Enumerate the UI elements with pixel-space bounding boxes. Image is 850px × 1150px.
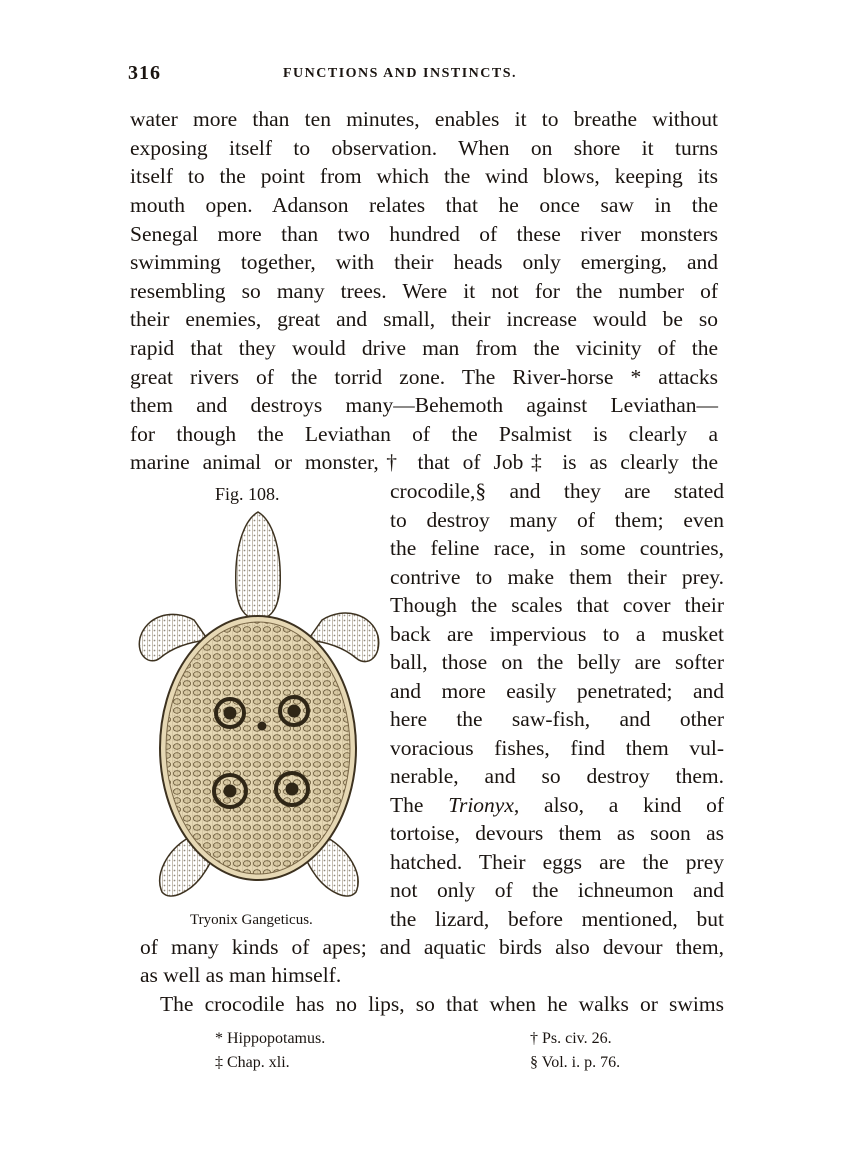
body-line: exposing itself to observation. When on shore it turns xyxy=(130,136,718,160)
body-line: contrive to make them their prey. xyxy=(390,565,724,589)
body-line: to destroy many of them; even xyxy=(390,508,724,532)
figure-caption: Tryonix Gangeticus. xyxy=(190,912,313,928)
body-line-italic-species: The Trionyx, also, a kind of xyxy=(390,793,724,817)
body-line: marine animal or monster,† that of Job‡ is as clearly the xyxy=(130,450,718,474)
body-line: and more easily penetrated; and xyxy=(390,679,724,703)
footnote: ‡ Chap. xli. xyxy=(215,1054,290,1071)
body-line: swimming together, with their heads only emerging, and xyxy=(130,250,718,274)
page-header xyxy=(128,62,718,88)
body-line: Though the scales that cover their xyxy=(390,593,724,617)
body-line: ball, those on the belly are softer xyxy=(390,650,724,674)
figure-label: Fig. 108. xyxy=(215,484,280,504)
body-line: them and destroys many—Behemoth against Leviathan— xyxy=(130,393,718,417)
body-line: of many kinds of apes; and aquatic birds also devour them, xyxy=(140,935,724,959)
body-line: their enemies, great and small, their increase would be so xyxy=(130,307,718,331)
body-line: Senegal more than two hundred of these river monsters xyxy=(130,222,718,246)
body-line: as well as man himself. xyxy=(140,963,342,987)
body-line: not only of the ichneumon and xyxy=(390,878,724,902)
page-number: 316 xyxy=(128,62,161,84)
body-line: crocodile,§ and they are stated xyxy=(390,479,724,503)
body-line: back are impervious to a musket xyxy=(390,622,724,646)
body-line: hatched. Their eggs are the prey xyxy=(390,850,724,874)
turtle-illustration xyxy=(132,508,384,908)
paragraph-first-line: The crocodile has no lips, so that when he walks or swims xyxy=(160,992,724,1016)
body-line: water more than ten minutes, enables it to breathe without xyxy=(130,107,718,131)
body-line: nerable, and so destroy them. xyxy=(390,764,724,788)
body-line: the lizard, before mentioned, but xyxy=(390,907,724,931)
body-line: resembling so many trees. Were it not for the number of xyxy=(130,279,718,303)
body-line: rapid that they would drive man from the vicinity of the xyxy=(130,336,718,360)
footnote: * Hippopotamus. xyxy=(215,1030,326,1047)
running-head: FUNCTIONS AND INSTINCTS. xyxy=(283,66,517,81)
footnote: § Vol. i. p. 76. xyxy=(530,1054,621,1071)
body-line: here the saw-fish, and other xyxy=(390,707,724,731)
body-line: for though the Leviathan of the Psalmist is clearly a xyxy=(130,422,718,446)
body-line: voracious fishes, find them vul- xyxy=(390,736,724,760)
body-line: itself to the point from which the wind blows, keeping its xyxy=(130,164,718,188)
body-line: tortoise, devours them as soon as xyxy=(390,821,724,845)
footnote: † Ps. civ. 26. xyxy=(530,1030,612,1047)
body-line: the feline race, in some countries, xyxy=(390,536,724,560)
body-line: mouth open. Adanson relates that he once saw in the xyxy=(130,193,718,217)
body-line: great rivers of the torrid zone. The River-horse * attacks xyxy=(130,365,718,389)
